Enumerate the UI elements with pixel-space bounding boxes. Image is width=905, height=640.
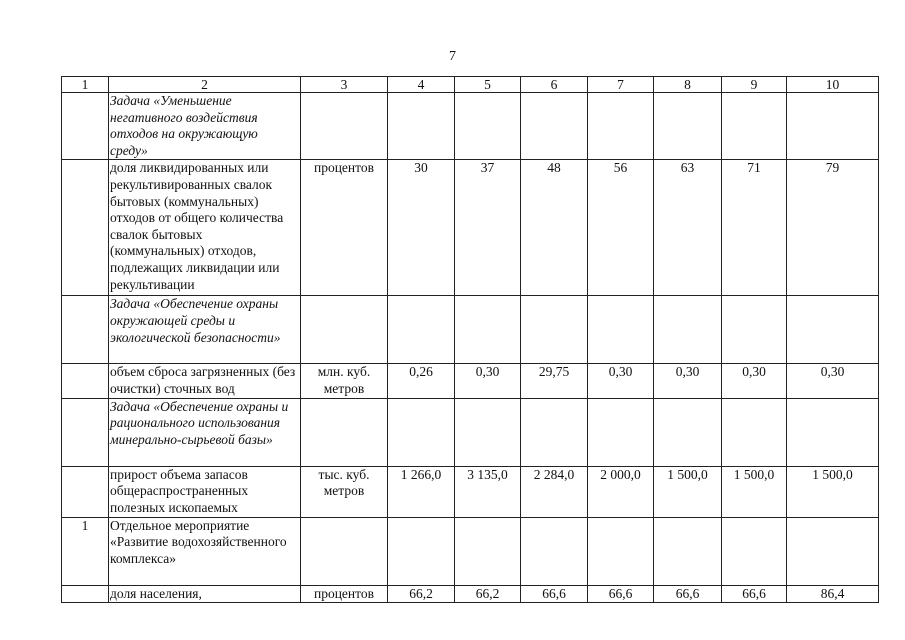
table-header-row	[62, 77, 879, 93]
indicator-name-cell: доля ликвидированных или рекультивированных свалок бытовых (коммунальных) отходов от общего количества свалок бытовых (коммунальных) отходов, подлежащих ликвидации или рекультивации	[109, 160, 301, 296]
value-cell: 66,2	[455, 585, 521, 603]
column-header: 3	[301, 77, 388, 93]
table-row	[62, 398, 879, 466]
value-cell	[588, 296, 654, 364]
unit-cell	[301, 296, 388, 364]
table-row	[62, 585, 879, 603]
column-header: 6	[521, 77, 588, 93]
unit-cell: тыс. куб. метров	[301, 466, 388, 517]
value-cell: 1 266,0	[388, 466, 455, 517]
value-cell	[787, 517, 879, 585]
unit-cell	[301, 398, 388, 466]
column-header: 4	[388, 77, 455, 93]
value-cell	[455, 296, 521, 364]
row-number-cell	[62, 296, 109, 364]
value-cell	[455, 93, 521, 160]
unit-cell	[301, 93, 388, 160]
value-cell	[388, 398, 455, 466]
row-number-cell	[62, 466, 109, 517]
value-cell	[521, 296, 588, 364]
value-cell: 66,6	[521, 585, 588, 603]
column-header: 10	[787, 77, 879, 93]
indicator-name-cell: доля населения,	[109, 585, 301, 603]
value-cell	[722, 517, 787, 585]
row-number-cell	[62, 93, 109, 160]
unit-cell: млн. куб. метров	[301, 364, 388, 398]
value-cell: 0,30	[588, 364, 654, 398]
column-header: 9	[722, 77, 787, 93]
value-cell: 0,30	[654, 364, 722, 398]
value-cell	[722, 296, 787, 364]
unit-cell	[301, 517, 388, 585]
value-cell	[787, 398, 879, 466]
value-cell: 0,30	[787, 364, 879, 398]
value-cell: 71	[722, 160, 787, 296]
value-cell: 66,6	[722, 585, 787, 603]
row-number-cell	[62, 585, 109, 603]
table-row	[62, 296, 879, 364]
value-cell: 66,6	[588, 585, 654, 603]
indicators-table	[61, 76, 879, 603]
value-cell	[588, 93, 654, 160]
column-header: 5	[455, 77, 521, 93]
unit-cell: процентов	[301, 585, 388, 603]
unit-cell: процентов	[301, 160, 388, 296]
indicator-name-cell: Отдельное мероприятие «Развитие водохозяйственного комплекса»	[109, 517, 301, 585]
value-cell: 56	[588, 160, 654, 296]
value-cell: 2 284,0	[521, 466, 588, 517]
column-header: 8	[654, 77, 722, 93]
value-cell: 29,75	[521, 364, 588, 398]
table-row	[62, 93, 879, 160]
value-cell	[654, 398, 722, 466]
value-cell: 3 135,0	[455, 466, 521, 517]
row-number-cell	[62, 364, 109, 398]
value-cell	[388, 296, 455, 364]
task-title-cell: Задача «Обеспечение охраны окружающей среды и экологической безопасности»	[109, 296, 301, 364]
indicator-name-cell: прирост объема запасов общераспространенных полезных ископаемых	[109, 466, 301, 517]
value-cell: 0,30	[722, 364, 787, 398]
task-title-cell: Задача «Уменьшение негативного воздействия отходов на окружающую среду»	[109, 93, 301, 160]
value-cell: 1 500,0	[787, 466, 879, 517]
value-cell	[588, 398, 654, 466]
value-cell: 0,30	[455, 364, 521, 398]
page-number: 7	[449, 49, 456, 64]
value-cell	[521, 517, 588, 585]
value-cell: 1 500,0	[654, 466, 722, 517]
row-number-cell: 1	[62, 517, 109, 585]
value-cell	[654, 517, 722, 585]
value-cell: 2 000,0	[588, 466, 654, 517]
value-cell	[521, 398, 588, 466]
column-header: 7	[588, 77, 654, 93]
table-row	[62, 160, 879, 296]
table-row	[62, 466, 879, 517]
value-cell	[455, 398, 521, 466]
value-cell: 48	[521, 160, 588, 296]
value-cell: 66,2	[388, 585, 455, 603]
value-cell	[722, 398, 787, 466]
value-cell: 37	[455, 160, 521, 296]
value-cell	[654, 296, 722, 364]
value-cell: 66,6	[654, 585, 722, 603]
row-number-cell	[62, 160, 109, 296]
value-cell	[654, 93, 722, 160]
value-cell	[521, 93, 588, 160]
value-cell: 86,4	[787, 585, 879, 603]
column-header: 1	[62, 77, 109, 93]
value-cell	[722, 93, 787, 160]
value-cell: 63	[654, 160, 722, 296]
table-row	[62, 364, 879, 398]
task-title-cell: Задача «Обеспечение охраны и рационального использования минерально-сырьевой базы»	[109, 398, 301, 466]
value-cell: 30	[388, 160, 455, 296]
value-cell	[455, 517, 521, 585]
column-header: 2	[109, 77, 301, 93]
value-cell	[787, 296, 879, 364]
row-number-cell	[62, 398, 109, 466]
table-row	[62, 517, 879, 585]
indicator-name-cell: объем сброса загрязненных (без очистки) сточных вод	[109, 364, 301, 398]
value-cell: 0,26	[388, 364, 455, 398]
value-cell	[787, 93, 879, 160]
value-cell	[588, 517, 654, 585]
value-cell: 1 500,0	[722, 466, 787, 517]
value-cell	[388, 93, 455, 160]
value-cell	[388, 517, 455, 585]
value-cell: 79	[787, 160, 879, 296]
